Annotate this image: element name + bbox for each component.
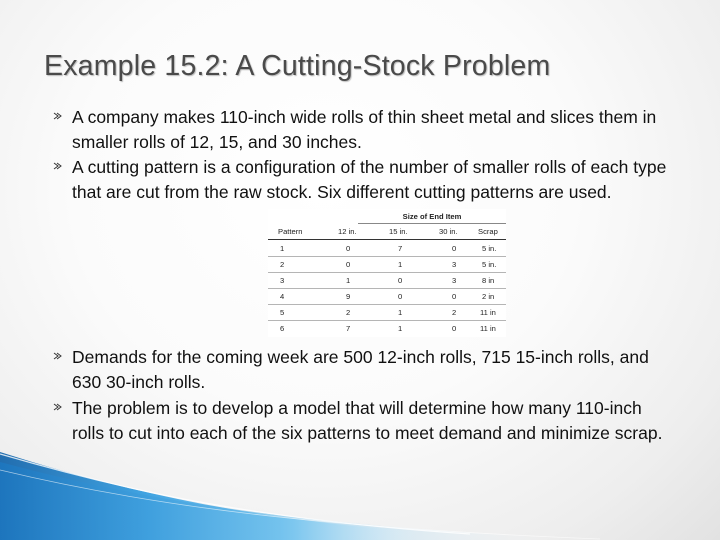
slide-title: Example 15.2: A Cutting-Stock Problem [44,50,551,82]
bullet-text: The problem is to develop a model that will determine how many 110-inch rolls to cut into each of the six patterns to meet demand and minimize scrap. [72,398,663,443]
table-row [268,242,506,257]
table-header-cell: 30 in. [439,227,458,236]
table-cell: 6 [280,324,285,333]
table-cell: 5 in. [482,244,497,253]
table-cell: 9 [346,292,351,301]
table-row [268,290,506,305]
table-cell: 1 [398,308,403,317]
table-cell: 5 in. [482,260,497,269]
table-cell: 0 [346,260,351,269]
table-cell: 0 [398,276,403,285]
table-cell: 0 [452,292,457,301]
table-cell: 1 [346,276,351,285]
cutting-pattern-table [268,209,506,337]
table-cell: 0 [398,292,403,301]
table-header-row [268,225,506,240]
row-divider [268,288,506,289]
row-divider [268,272,506,273]
table-cell: 0 [452,244,457,253]
table-cell: 2 [346,308,351,317]
arrow-bullet-icon [53,351,63,361]
table-header-cell: Scrap [478,227,498,236]
arrow-bullet-icon [53,161,63,171]
table-cell: 8 in [482,276,495,285]
table-cell: 1 [398,260,403,269]
arrow-bullet-icon [53,111,63,121]
row-divider [268,304,506,305]
bullet-text: A cutting pattern is a configuration of the number of smaller rolls of each type that are cut from the raw stock. Six different cutting patterns are used. [72,157,667,202]
table-row [268,274,506,289]
decorative-swoosh [0,440,720,540]
row-divider [268,320,506,321]
table-cell: 2 [280,260,285,269]
table-row [268,258,506,273]
table-cell: 3 [452,260,457,269]
table-header-cell: 12 in. [338,227,357,236]
table-group-header: Size of End Item [358,210,506,224]
table-cell: 7 [398,244,403,253]
table-cell: 2 [452,308,457,317]
table-cell: 1 [280,244,285,253]
table-cell: 5 [280,308,285,317]
table-cell: 1 [398,324,403,333]
table-cell: 3 [280,276,285,285]
table-cell: 11 in [480,324,496,333]
table-cell: 2 in [482,292,495,301]
table-cell: 4 [280,292,285,301]
table-row [268,306,506,321]
table-header-cell: 15 in. [389,227,408,236]
table-header-cell: Pattern [278,227,303,236]
table-cell: 3 [452,276,457,285]
bullet-text: A company makes 110-inch wide rolls of thin sheet metal and slices them in smaller rolls of 12, 15, and 30 inches. [72,107,657,152]
row-divider [268,256,506,257]
bullet-text: Demands for the coming week are 500 12-inch rolls, 715 15-inch rolls, and 630 30-inch rolls. [72,347,649,392]
table-cell: 7 [346,324,351,333]
table-row [268,322,506,337]
table-cell: 0 [346,244,351,253]
arrow-bullet-icon [53,402,63,412]
table-cell: 0 [452,324,457,333]
table-cell: 11 in [480,308,496,317]
